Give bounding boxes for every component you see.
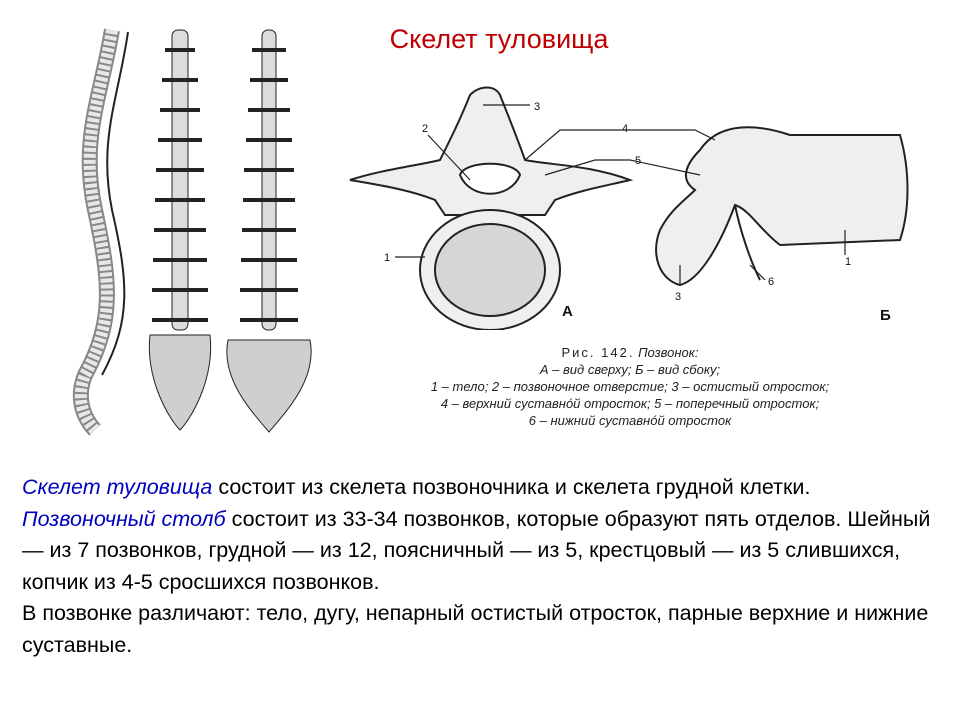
slide-title: Скелет туловища (389, 24, 609, 54)
body-text (22, 472, 947, 661)
label-1b: 1 (845, 256, 852, 268)
label-5: 5 (635, 155, 642, 167)
vertebra-illustration (340, 80, 920, 330)
paragraph-2-text: состоит из 33-34 позвонков, которые образуют пять отделов. Шейный — из 7 позвонков, грудной — из 12, поясничный — из 5, крестцовый — из 5 слившихся, копчик из 4-5 сросшихся позвонков. (22, 506, 931, 594)
paragraph-1-text: состоит из скелета позвоночника и скелета грудной клетки. (212, 475, 811, 499)
paragraph-3: В позвонке различают: тело, дугу, непарный остистый отросток, парные верхние и нижние суставные. (22, 601, 929, 657)
caption-line-3: 4 – верхний суставнóй отросток; 5 – поперечный отросток; (440, 396, 820, 411)
label-3a: 3 (534, 101, 541, 113)
paragraph-1 (22, 472, 947, 504)
spine-lateral-view (81, 30, 128, 430)
spine-front-view (149, 30, 210, 430)
label-4: 4 (622, 123, 629, 135)
caption-title: Позвонок: (638, 345, 699, 360)
caption-line-1: А – вид сверху; Б – вид сбоку; (539, 362, 721, 377)
spine-illustration (40, 20, 330, 440)
label-3b: 3 (675, 291, 682, 303)
term-spinal-column: Позвоночный столб (22, 506, 226, 531)
label-2: 2 (422, 123, 429, 135)
caption-line-2: 1 – тело; 2 – позвоночное отверстие; 3 – остистый отросток; (430, 379, 830, 394)
paragraph-2 (22, 504, 947, 599)
label-view-a: А (562, 303, 573, 320)
caption-figure-number: Рис. 142. (561, 345, 635, 360)
label-1a: 1 (384, 252, 391, 264)
label-6: 6 (768, 276, 775, 288)
spine-back-view (227, 30, 311, 432)
term-trunk-skeleton: Скелет туловища (22, 475, 213, 499)
figure-caption (380, 344, 880, 429)
vertebra-top-view (350, 88, 630, 331)
vertebra-side-view (656, 127, 907, 285)
label-view-b: Б (880, 307, 891, 324)
caption-line-4: 6 – нижний суставнóй отросток (528, 413, 732, 428)
